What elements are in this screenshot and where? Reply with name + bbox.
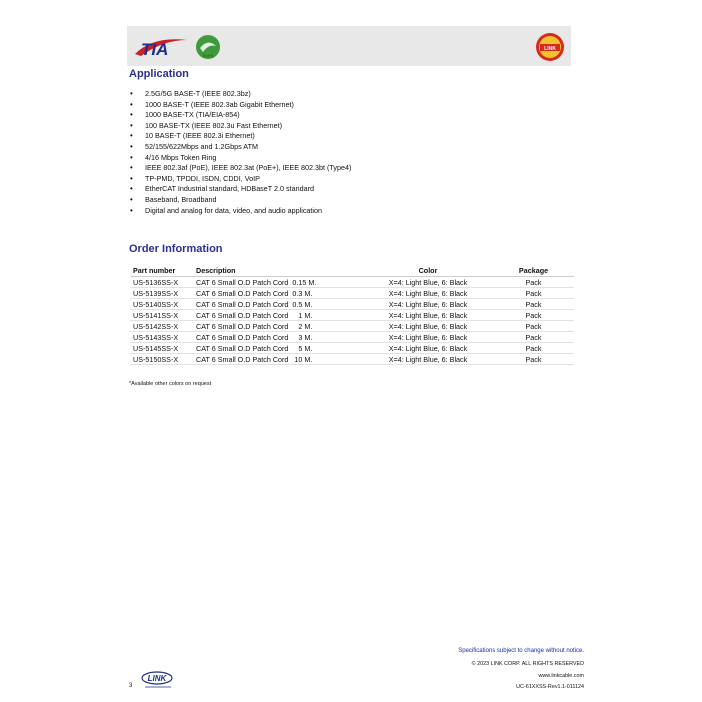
cell-part-number: US-5139SS-X: [130, 288, 193, 299]
table-row: [130, 332, 574, 343]
cell-part-number: US-5145SS-X: [130, 343, 193, 354]
cell-color: X=4: Light Blue, 6: Black: [363, 354, 490, 365]
list-item: • 10 BASE-T (IEEE 802.3i Ethernet): [130, 131, 570, 142]
footnote: *Available other colors on request: [129, 381, 212, 387]
cell-package: Pack: [490, 343, 574, 354]
document-code: UC-61XXSS-Rev1.1-011124: [516, 684, 584, 690]
list-item: • IEEE 802.3af (PoE), IEEE 802.3at (PoE+), IEEE 802.3bt (Type4): [130, 163, 570, 174]
cell-color: X=4: Light Blue, 6: Black: [363, 288, 490, 299]
cell-description: CAT 6 Small O.D Patch Cord 0.15 M.: [193, 277, 363, 288]
cell-color: X=4: Light Blue, 6: Black: [363, 277, 490, 288]
header-description: Description: [193, 265, 363, 277]
link-logo-text: LINK: [147, 674, 167, 683]
header-package: Package: [490, 265, 574, 277]
cell-description: CAT 6 Small O.D Patch Cord 2 M.: [193, 321, 363, 332]
table-row: [130, 310, 574, 321]
list-item: • 52/155/622Mbps and 1.2Gbps ATM: [130, 142, 570, 153]
cell-description: CAT 6 Small O.D Patch Cord 0.3 M.: [193, 288, 363, 299]
cell-package: Pack: [490, 277, 574, 288]
table-row: [130, 299, 574, 310]
cell-package: Pack: [490, 354, 574, 365]
cell-color: X=4: Light Blue, 6: Black: [363, 299, 490, 310]
cell-description: CAT 6 Small O.D Patch Cord 10 M.: [193, 354, 363, 365]
page-number: 3: [129, 683, 133, 689]
link-seal-logo: [535, 32, 565, 62]
application-title: Application: [129, 68, 189, 80]
rohs-logo: [195, 34, 221, 60]
cell-color: X=4: Light Blue, 6: Black: [363, 343, 490, 354]
rohs-logo-text: RoHS: [202, 53, 214, 58]
cell-package: Pack: [490, 321, 574, 332]
tia-logo: [133, 34, 189, 60]
list-item: • Baseband, Broadband: [130, 195, 570, 206]
spec-change-note: Specifications subject to change without notice.: [458, 648, 584, 654]
cell-color: X=4: Light Blue, 6: Black: [363, 310, 490, 321]
link-logo: [139, 668, 175, 690]
list-item: • 100 BASE-TX (IEEE 802.3u Fast Ethernet): [130, 121, 570, 132]
list-item: • 4/16 Mbps Token Ring: [130, 153, 570, 164]
header-part-number: Part number: [130, 265, 193, 277]
table-header-row: [130, 265, 574, 277]
application-list: [130, 89, 570, 216]
list-item: • EtherCAT Industrial standard, HDBaseT 2.0 standard: [130, 184, 570, 195]
seal-logo-text: LINK: [544, 45, 556, 52]
header-color: Color: [363, 265, 490, 277]
list-item: • TP-PMD, TPDDI, ISDN, CDDI, VoIP: [130, 174, 570, 185]
table-row: [130, 354, 574, 365]
table-row: [130, 321, 574, 332]
cell-part-number: US-5140SS-X: [130, 299, 193, 310]
copyright-text: © 2023 LINK CORP. ALL RIGHTS RESERVED: [471, 661, 584, 667]
cell-description: CAT 6 Small O.D Patch Cord 1 M.: [193, 310, 363, 321]
list-item: • Digital and analog for data, video, and audio application: [130, 206, 570, 217]
cell-description: CAT 6 Small O.D Patch Cord 5 M.: [193, 343, 363, 354]
cell-part-number: US-5141SS-X: [130, 310, 193, 321]
cell-part-number: US-5150SS-X: [130, 354, 193, 365]
list-item: • 1000 BASE-TX (TIA/EIA-854): [130, 110, 570, 121]
cell-package: Pack: [490, 299, 574, 310]
tia-logo-text: TIA: [141, 40, 169, 59]
cell-color: X=4: Light Blue, 6: Black: [363, 321, 490, 332]
cell-package: Pack: [490, 310, 574, 321]
website-text: www.linkcable.com: [538, 673, 584, 679]
list-item: • 1000 BASE-T (IEEE 802.3ab Gigabit Ethernet): [130, 100, 570, 111]
cell-part-number: US-5136SS-X: [130, 277, 193, 288]
table-row: [130, 288, 574, 299]
order-table: [130, 265, 574, 365]
cell-part-number: US-5143SS-X: [130, 332, 193, 343]
list-item: • 2.5G/5G BASE-T (IEEE 802.3bz): [130, 89, 570, 100]
cell-description: CAT 6 Small O.D Patch Cord 0.5 M.: [193, 299, 363, 310]
order-information-title: Order Information: [129, 243, 223, 255]
cell-description: CAT 6 Small O.D Patch Cord 3 M.: [193, 332, 363, 343]
header-bar: [127, 26, 571, 66]
cell-part-number: US-5142SS-X: [130, 321, 193, 332]
cell-package: Pack: [490, 332, 574, 343]
table-row: [130, 277, 574, 288]
cell-color: X=4: Light Blue, 6: Black: [363, 332, 490, 343]
cell-package: Pack: [490, 288, 574, 299]
table-row: [130, 343, 574, 354]
